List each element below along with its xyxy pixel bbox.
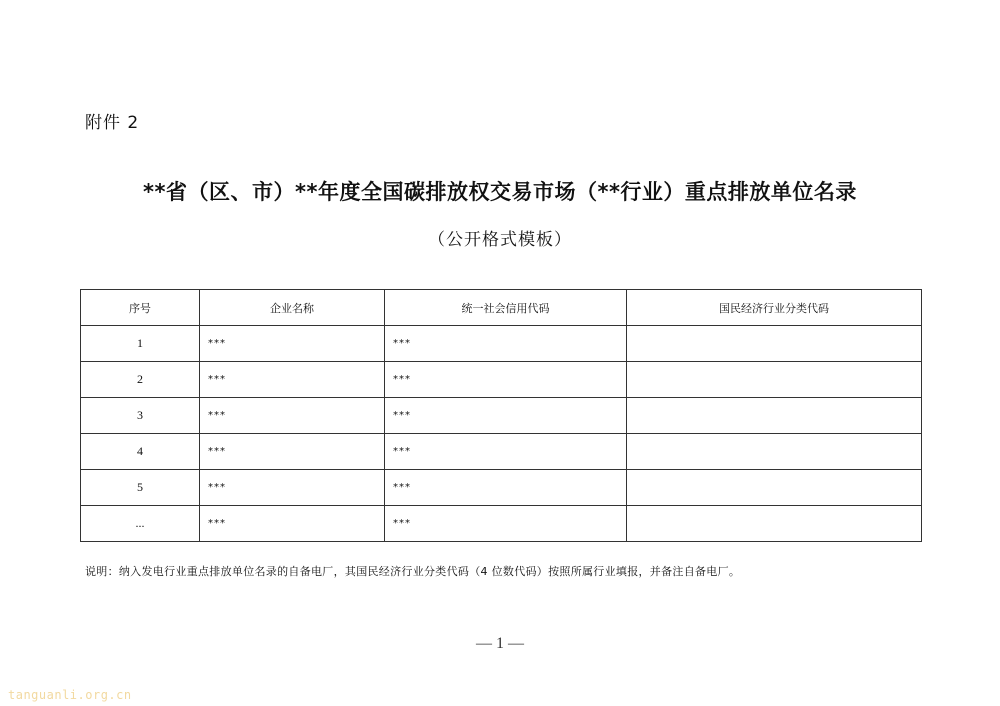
cell-serial-number: 1 (81, 326, 200, 362)
cell-industry-code (627, 470, 922, 506)
cell-company-name: *** (200, 398, 385, 434)
cell-company-name: *** (200, 470, 385, 506)
cell-serial-number: 3 (81, 398, 200, 434)
cell-serial-number: 2 (81, 362, 200, 398)
table-row (81, 362, 922, 398)
watermark-text: tanguanli.org.cn (8, 688, 132, 702)
cell-serial-number: 4 (81, 434, 200, 470)
cell-credit-code: *** (385, 326, 627, 362)
cell-company-name: *** (200, 326, 385, 362)
cell-industry-code (627, 398, 922, 434)
page-number: — 1 — (476, 635, 524, 652)
cell-industry-code (627, 434, 922, 470)
table-row (81, 506, 922, 542)
cell-serial-number: 5 (81, 470, 200, 506)
cell-credit-code: *** (385, 398, 627, 434)
table-row (81, 434, 922, 470)
header-company-name: 企业名称 (200, 290, 385, 326)
cell-credit-code: *** (385, 506, 627, 542)
header-credit-code: 统一社会信用代码 (385, 290, 627, 326)
cell-credit-code: *** (385, 362, 627, 398)
cell-industry-code (627, 506, 922, 542)
document-subtitle: （公开格式模板） (428, 230, 572, 250)
table-row (81, 326, 922, 362)
header-serial-number: 序号 (81, 290, 200, 326)
document-title: **省（区、市）**年度全国碳排放权交易市场（**行业）重点排放单位名录 (143, 180, 857, 204)
cell-company-name: *** (200, 434, 385, 470)
attachment-label: 附件 2 (85, 113, 140, 133)
header-industry-code: 国民经济行业分类代码 (627, 290, 922, 326)
cell-company-name: *** (200, 362, 385, 398)
cell-industry-code (627, 326, 922, 362)
table-row (81, 470, 922, 506)
table-note: 说明：纳入发电行业重点排放单位名录的自备电厂，其国民经济行业分类代码（4 位数代码）按照所属行业填报，并备注自备电厂。 (85, 565, 741, 578)
cell-credit-code: *** (385, 434, 627, 470)
cell-serial-number: ... (81, 506, 200, 542)
emission-units-table (80, 289, 922, 542)
table-header-row (81, 290, 922, 326)
cell-credit-code: *** (385, 470, 627, 506)
table-row (81, 398, 922, 434)
cell-industry-code (627, 362, 922, 398)
cell-company-name: *** (200, 506, 385, 542)
